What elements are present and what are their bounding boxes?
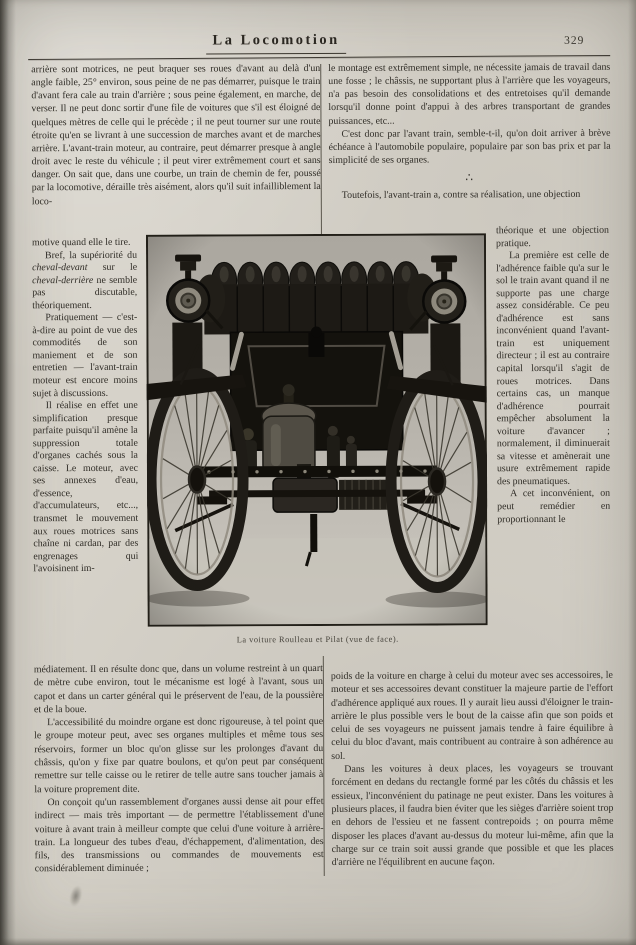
header [178,31,374,55]
right-column-transition-paragraph: Toutefois, l'avant-train a, contre sa réalisation, une objection [341,189,581,202]
ink-smudge [67,884,84,908]
scan-left-edge-shadow [0,0,16,945]
car-photo-figure [146,233,488,644]
photo-caption: La voiture Roulleau et Pilat (vue de face). [236,634,399,645]
scan-bottom-edge-shadow [0,938,636,945]
left-column-bottom: médiatement. Il en résulte donc que, dans un volume restreint à un quart de mètre cube environ, tout le mécanisme est logé à l'avant, sous un capot et dans un carter général qui le préservent de l'eau, de la poussière et de la boue. L'accessibilité du moindre organe est donc rigoureuse, à tel point que le groupe moteur peut, avec ses organes multiples et même tous ses réservoirs, former un bloc qu'on glisse sur les prolonges d'avant du châssis, qu'on y fixe par quatre boulons, et qu'on peut par conséquent remettre sur telle caisse ou le retirer de telle autre sans toucher jamais à la voiture proprement dite. On conçoit qu'un rassemblement d'organes aussi dense ait pour effet indirect — mais très important — de permettre l'établissement d'une voiture à avant train à meilleur compte que celui d'une voiture à arrière-train. La longueur des tubes d'eau, d'échappement, d'alimentation, des fils, des transmissions ou commandes de mouvements est considérablement diminuée ; [33,662,324,875]
right-column-bottom: poids de la voiture en charge à celui du moteur avec ses accessoires, le moteur et ses accessoires devant constituer la majeure partie de l'effort d'adhérence appliqué aux roues. Il y aurait lieu aussi d'éloigner le train-arrière le plus possible vers le bout de la caisse afin que son poids et celui de ses voyageurs ne puissent jamais tendre à faire équilibre à celui du bloc d'avant, mais contribuent au contraire à son adhérence au sol. Dans les voitures à deux places, les voyageurs se trouvant forcément en dedans du rectangle formé par les côtés du châssis et les essieux, l'inconvénient du patinage ne peut exister. Dans les voitures à plusieurs places, il faudra bien éviter que les sièges d'arrière soient trop en dehors de l'essieu et ne fassent contrepoids ; on pourra même disposer les places d'avant au-dessus du moteur lui-même, afin que la charge sur ce train soit aussi grande que possible et que les places d'arrière ne l'équilibrent en aucune façon. [330,669,614,869]
scan-right-edge-shadow [628,0,636,945]
right-column-narrow: théorique et une objection pratique. La première est celle de l'adhérence faible qu'a sur le sol le train avant quand il ne supporte pas une charge assez considérable. Ce peu d'adhérence est sans inconvénient quand l'avant-train est uniquement directeur ; il est au contraire capital lorsqu'il s'agit de roues motrices. Dans certains cas, un manque d'adhérence pourrait empêcher absolument la voiture d'avancer ; normalement, il diminuerait sa vitesse et amènerait une usure extrêmement rapide des pneumatiques. A cet inconvénient, on peut remédier en proportionnant le [495,224,611,525]
right-column-top [328,61,611,203]
left-column-top: arrière sont motrices, ne peut braquer ses roues d'avant au delà d'un angle faible, 25° environ, sous peine de ne pas démarrer, puisque le train d'avant fera cale au train d'arrière ; sous peine également, en marche, de verser. Il ne peut donc sortir d'une file de voitures que s'il est éloigné de quelques mètres de celle qui le précède ; il ne peut tourner sur une route étroite qu'en se livrant à une succession de marches avant et de marches arrière. L'avant-train moteur, au contraire, peut démarrer presque à angle droit avec le reste du véhicule ; il peut virer extrêmement court et sans danger. On sait que, dans une courbe, un train de chemin de fer, poussé par la locomotive, déraille très aisément, alors qu'il suit infailliblement la loco- [31,62,321,207]
right-column-top-paragraphs: le montage est extrêmement simple, ne nécessite jamais de travail dans une fosse ; le châssis, ne supportant plus à l'arrière que les voyageurs, n'a pas besoin des consolidations et des entretoises qu'il demande lorsqu'il donne point d'appui à des arbres transportant de grandes puissances, etc... C'est donc par l'avant train, semble-t-il, qu'on doit arriver à brève échéance à l'automobile populaire, populaire par son bas prix et par la simplicité de ses organes. [328,61,611,167]
header-rule [28,55,610,60]
section-separator-glyph: ∴ [465,170,475,185]
photo-vignette [147,234,487,625]
left-column-narrow: motive quand elle le tire. Bref, la supériorité du cheval-devant sur le cheval-derrière ne semble pas discutable, théoriquement. Pratiquement — c'est-à-dire au point de vue des commodités de son maniement et de son entretien — l'avant-train moteur est encore moins sujet à discussions. Il réalise en effet une simplification presque parfaite puisqu'il amène la suppression totale d'organes cachés sous la caisse. Le moteur, avec ses annexes d'eau, d'essence, d'accumulateurs, etc..., transmet le mouvement aux roues motrices sans chaîne ni cardan, par des engrenages qui l'avoisinent im- [31,236,139,575]
journal-title: La Locomotion [207,32,346,55]
page-number: 329 [564,34,585,47]
car-front-view-photo [146,233,488,626]
